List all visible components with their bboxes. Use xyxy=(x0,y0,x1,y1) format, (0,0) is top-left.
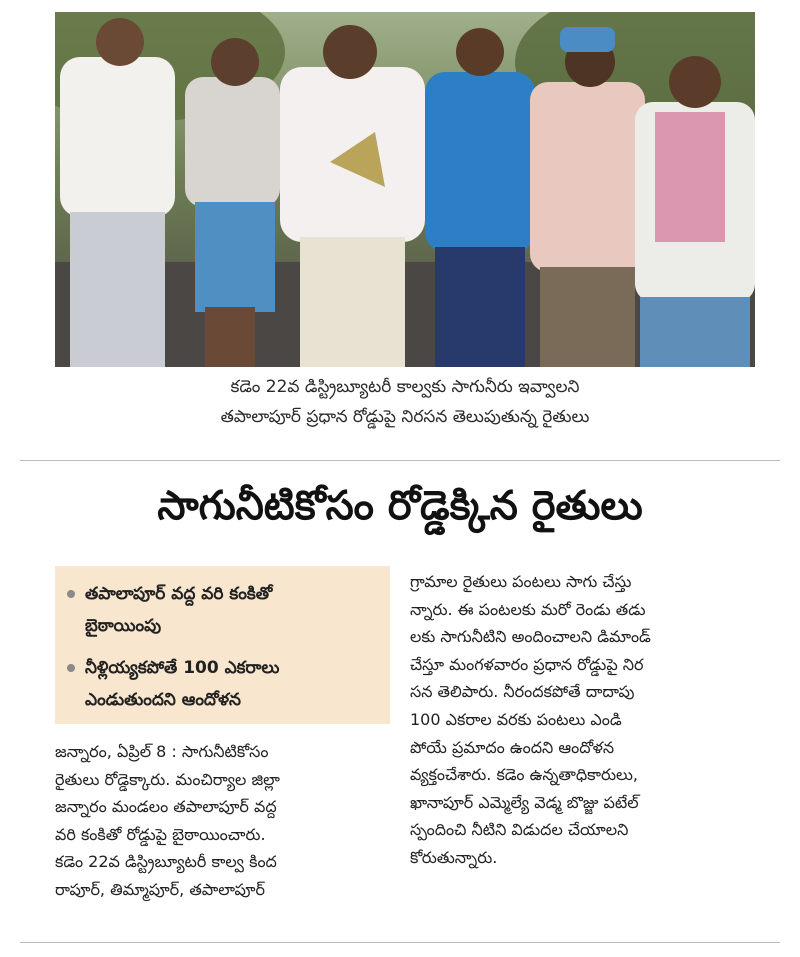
headline: సాగునీటికోసం రోడ్డెక్కిన రైతులు xyxy=(157,483,643,529)
photo-caption xyxy=(55,372,755,432)
body-line: రాపూర్, తిమ్మాపూర్, తపాలాపూర్ xyxy=(55,879,265,899)
body-line: కడెం 22వ డిస్ట్రిబ్యూటరీ కాల్వ కింద xyxy=(55,852,277,872)
body-line: 100 ఎకరాల వరకు పంటలు ఎండి xyxy=(410,709,622,729)
highlight-item xyxy=(67,652,380,716)
highlight-item xyxy=(67,578,380,642)
bullet-icon xyxy=(67,664,75,672)
body-line: గ్రామాల రైతులు పంటలు సాగు చేస్తు xyxy=(410,572,632,591)
divider-top xyxy=(20,460,780,461)
body-line: సన తెలిపారు. నీరందకపోతే దాదాపు xyxy=(410,682,635,702)
article-body-left xyxy=(55,738,390,904)
highlight-line: నీళ్లియ్యకపోతే 100 ఎకరాలు xyxy=(85,658,280,678)
farmers-group-photo-icon xyxy=(55,12,755,367)
body-line: పోయే ప్రమాదం ఉందని ఆందోళన xyxy=(410,737,615,757)
body-line: వరి కంకితో రోడ్డుపై బైఠాయించారు. xyxy=(55,824,266,844)
caption-line-2: తపాలాపూర్ ప్రధాన రోడ్డుపై నిరసన తెలుపుతున్న రైతులు xyxy=(220,407,590,427)
highlight-line: తపాలాపూర్ వద్ద వరి కంకితో xyxy=(85,584,273,604)
body-line: రైతులు రోడ్డెక్కారు. మంచిర్యాల జిల్లా xyxy=(55,769,280,789)
body-line: ఖానాపూర్ ఎమ్మెల్యే వెడ్మ బొజ్జు పటేల్ xyxy=(410,792,639,812)
highlight-line: ఎండుతుందని ఆందోళన xyxy=(85,690,241,710)
divider-bottom xyxy=(20,942,780,943)
body-line: వ్యక్తంచేశారు. కడెం ఉన్నతాధికారులు, xyxy=(410,765,639,785)
news-photo xyxy=(55,12,755,367)
highlight-line: బైఠాయింపు xyxy=(85,616,162,636)
body-line: జన్నారం, ఏప్రిల్ 8 : సాగునీటికోసం xyxy=(55,742,269,761)
body-line: చేస్తూ మంగళవారం ప్రధాన రోడ్డుపై నిర xyxy=(410,654,644,674)
article-body-right xyxy=(410,568,755,872)
body-line: లకు సాగునీటిని అందించాలని డిమాండ్ xyxy=(410,627,651,647)
body-line: న్నారు. ఈ పంటలకు మరో రెండు తడు xyxy=(410,599,646,619)
caption-line-1: కడెం 22వ డిస్ట్రిబ్యూటరీ కాల్వకు సాగునీరు ఇవ్వాలని xyxy=(230,377,580,397)
highlights-box xyxy=(55,566,390,724)
bullet-icon xyxy=(67,590,75,598)
body-line: స్పందించి నీటిని విడుదల చేయాలని xyxy=(410,820,629,840)
body-line: కోరుతున్నారు. xyxy=(410,847,498,867)
body-line: జన్నారం మండలం తపాలాపూర్ వద్ద xyxy=(55,797,277,817)
